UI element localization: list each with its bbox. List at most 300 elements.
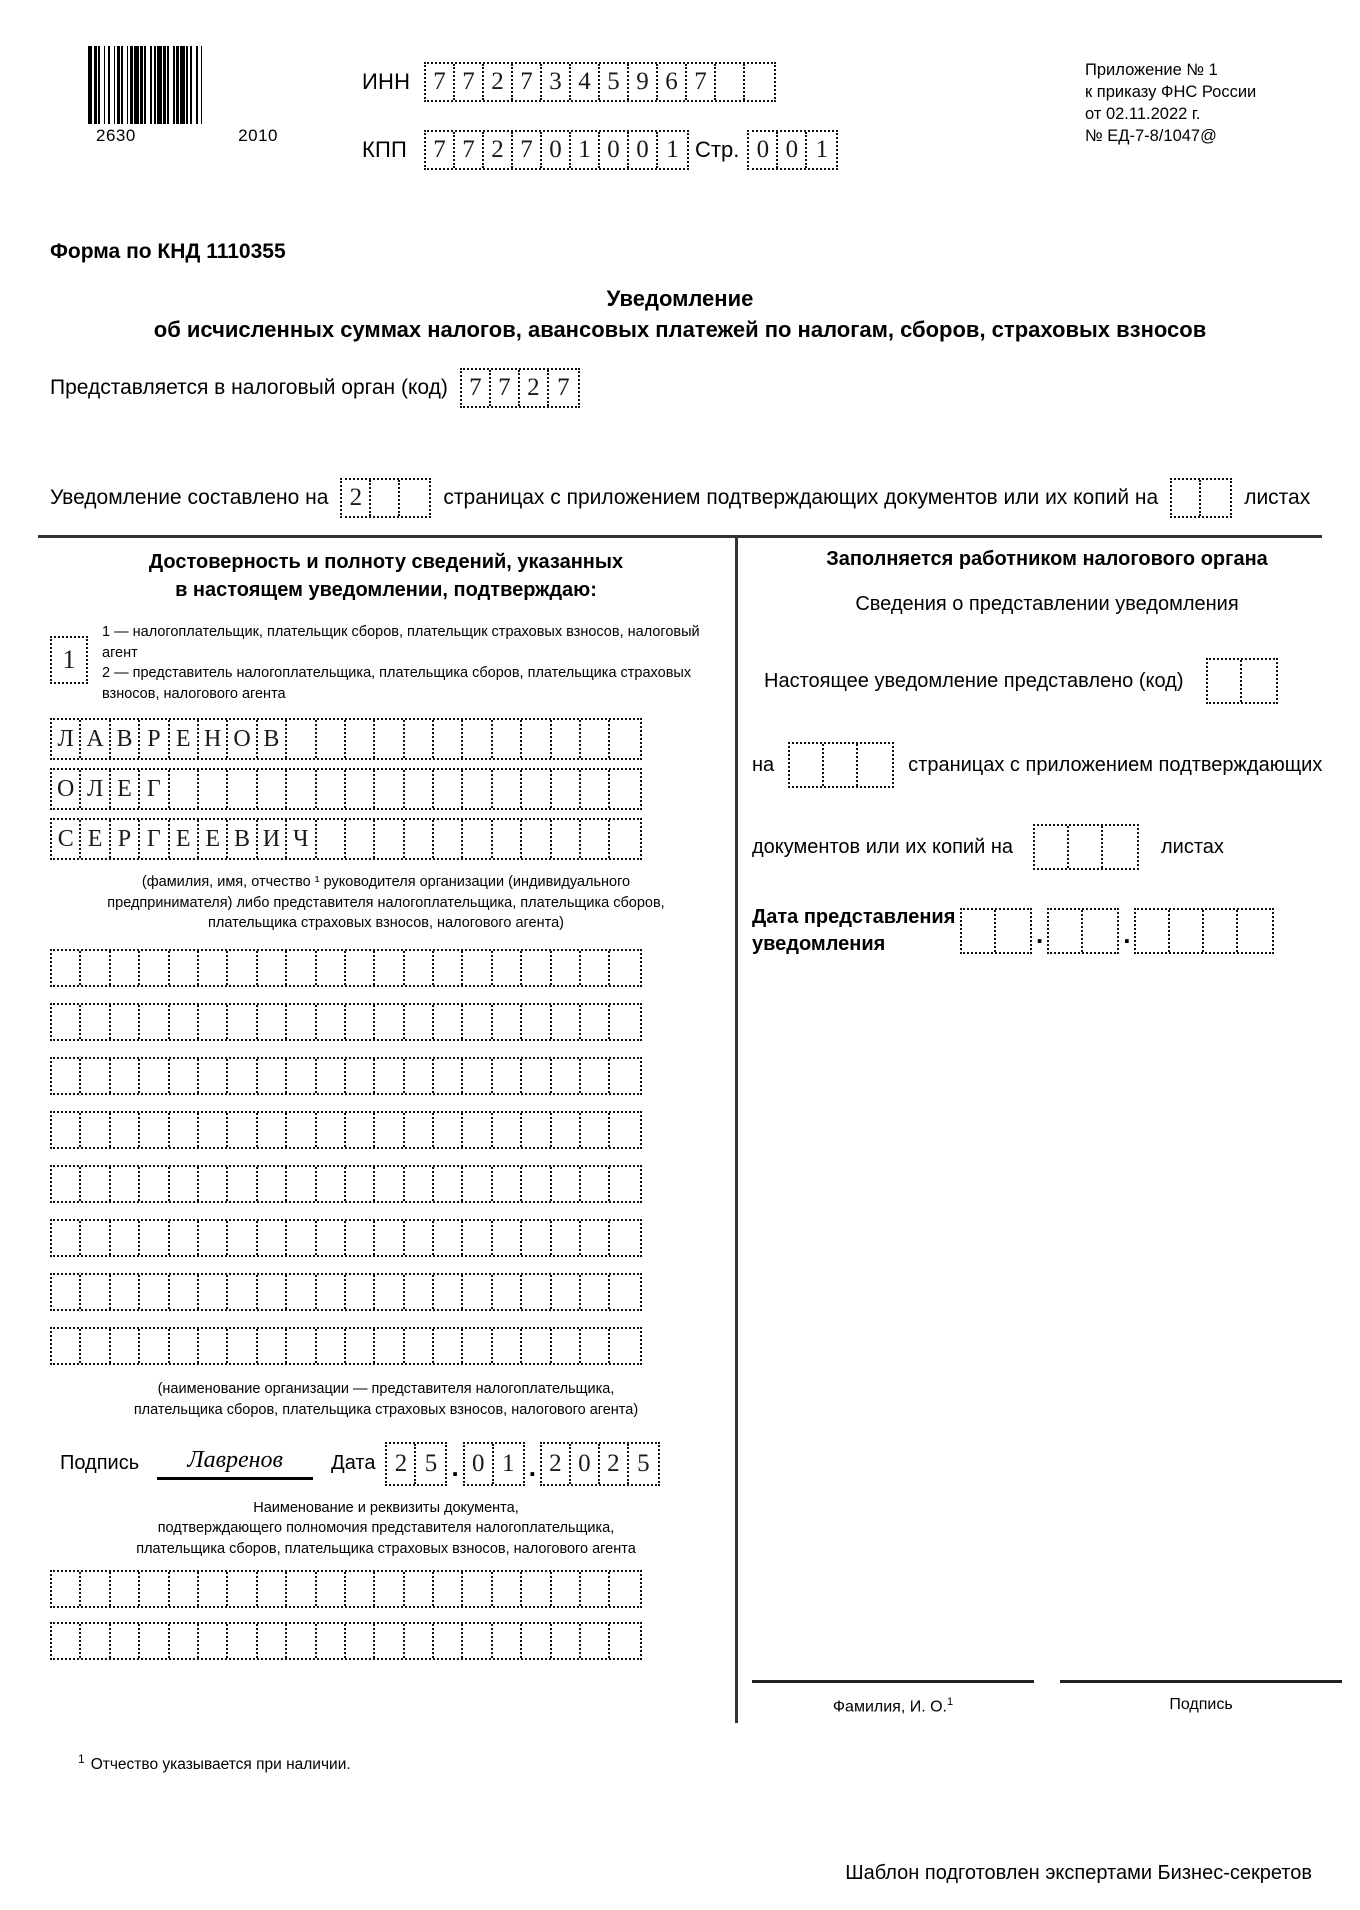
cell[interactable]: [81, 1221, 110, 1255]
cell[interactable]: [170, 1113, 199, 1147]
cell[interactable]: В: [228, 820, 257, 858]
cell[interactable]: [493, 1005, 522, 1039]
cell[interactable]: [405, 720, 434, 758]
cell[interactable]: [522, 1572, 551, 1606]
submission-code-input[interactable]: [1206, 658, 1278, 704]
cell[interactable]: 7: [491, 370, 520, 406]
cell[interactable]: [493, 951, 522, 985]
cell[interactable]: [463, 1572, 492, 1606]
cell[interactable]: [346, 1059, 375, 1093]
cell[interactable]: [81, 1329, 110, 1363]
cell[interactable]: [81, 1572, 110, 1606]
cell[interactable]: [170, 1624, 199, 1658]
cell[interactable]: [199, 1624, 228, 1658]
cell[interactable]: [581, 1113, 610, 1147]
cell[interactable]: [522, 1113, 551, 1147]
cell[interactable]: [522, 1275, 551, 1309]
cell[interactable]: 2: [484, 64, 513, 100]
cell[interactable]: [228, 1329, 257, 1363]
cell[interactable]: [434, 1624, 463, 1658]
cell[interactable]: [317, 1329, 346, 1363]
cell[interactable]: [581, 1005, 610, 1039]
cell[interactable]: [405, 1221, 434, 1255]
cell[interactable]: 7: [426, 132, 455, 168]
cell[interactable]: [140, 1167, 169, 1201]
cell[interactable]: [790, 744, 824, 786]
cell[interactable]: [52, 951, 81, 985]
cell[interactable]: [405, 1059, 434, 1093]
cell[interactable]: [346, 1572, 375, 1606]
declarant-code-input[interactable]: [50, 636, 88, 684]
cell[interactable]: [199, 1275, 228, 1309]
cell[interactable]: [405, 1167, 434, 1201]
cell[interactable]: [170, 770, 199, 808]
cell[interactable]: 3: [542, 64, 571, 100]
signature-date-year-input[interactable]: [540, 1442, 660, 1486]
cell[interactable]: [287, 1624, 316, 1658]
cell[interactable]: [405, 1572, 434, 1606]
cell[interactable]: [111, 1275, 140, 1309]
cell[interactable]: [140, 1005, 169, 1039]
cell[interactable]: [375, 1221, 404, 1255]
cell[interactable]: [493, 820, 522, 858]
cell[interactable]: [111, 1329, 140, 1363]
signature-value[interactable]: Лавренов: [157, 1447, 313, 1480]
officer-pages-input[interactable]: [788, 742, 894, 788]
cell[interactable]: 7: [513, 132, 542, 168]
cell[interactable]: [610, 1113, 639, 1147]
cell[interactable]: [81, 1113, 110, 1147]
cell[interactable]: [228, 1113, 257, 1147]
cell[interactable]: 2: [387, 1444, 416, 1484]
cell[interactable]: [258, 1113, 287, 1147]
cell[interactable]: Г: [140, 820, 169, 858]
cell[interactable]: [199, 1113, 228, 1147]
cell[interactable]: [434, 720, 463, 758]
cell[interactable]: [405, 1005, 434, 1039]
cell[interactable]: [228, 1221, 257, 1255]
cell[interactable]: [1201, 480, 1230, 516]
cell[interactable]: Е: [170, 820, 199, 858]
cell[interactable]: [52, 1329, 81, 1363]
cell[interactable]: [199, 951, 228, 985]
cell[interactable]: [610, 1059, 639, 1093]
cell[interactable]: [317, 951, 346, 985]
cell[interactable]: [1069, 826, 1103, 868]
cell[interactable]: [258, 1059, 287, 1093]
cell[interactable]: [716, 64, 745, 100]
cell[interactable]: [493, 1572, 522, 1606]
cell[interactable]: [140, 1113, 169, 1147]
cell[interactable]: [463, 770, 492, 808]
cell[interactable]: [522, 1059, 551, 1093]
cell[interactable]: 7: [455, 132, 484, 168]
page-number-input[interactable]: [747, 130, 838, 170]
cell[interactable]: [463, 820, 492, 858]
cell[interactable]: [962, 910, 996, 952]
cell[interactable]: [140, 1624, 169, 1658]
cell[interactable]: [111, 1221, 140, 1255]
cell[interactable]: [1242, 660, 1276, 702]
cell[interactable]: [346, 820, 375, 858]
cell[interactable]: [111, 1059, 140, 1093]
cell[interactable]: [228, 770, 257, 808]
signature-date-day-input[interactable]: [385, 1442, 447, 1486]
cell[interactable]: [493, 1167, 522, 1201]
cell[interactable]: [258, 1221, 287, 1255]
cell[interactable]: [81, 1624, 110, 1658]
cell[interactable]: [434, 1221, 463, 1255]
cell[interactable]: [199, 1572, 228, 1606]
cell[interactable]: 7: [687, 64, 716, 100]
cell[interactable]: [405, 820, 434, 858]
cell[interactable]: [228, 1275, 257, 1309]
cell[interactable]: [610, 1221, 639, 1255]
cell[interactable]: [140, 1572, 169, 1606]
cell[interactable]: 2: [484, 132, 513, 168]
cell[interactable]: [199, 1005, 228, 1039]
cell[interactable]: [581, 1275, 610, 1309]
cell[interactable]: [375, 1572, 404, 1606]
cell[interactable]: [552, 1059, 581, 1093]
cell[interactable]: Р: [111, 820, 140, 858]
cell[interactable]: [199, 1221, 228, 1255]
kpp-input[interactable]: [424, 130, 689, 170]
cell[interactable]: [581, 1624, 610, 1658]
cell[interactable]: [493, 720, 522, 758]
cell[interactable]: [1049, 910, 1083, 952]
cell[interactable]: [996, 910, 1030, 952]
cell[interactable]: [493, 1221, 522, 1255]
cell[interactable]: 1: [666, 136, 679, 163]
cell[interactable]: [745, 64, 774, 100]
cell[interactable]: [81, 1059, 110, 1093]
cell[interactable]: [1238, 910, 1272, 952]
cell[interactable]: [405, 1329, 434, 1363]
cell[interactable]: [1136, 910, 1170, 952]
cell[interactable]: Е: [111, 770, 140, 808]
cell[interactable]: [111, 1572, 140, 1606]
cell[interactable]: 6: [658, 64, 687, 100]
cell[interactable]: [258, 1624, 287, 1658]
cell[interactable]: [522, 1624, 551, 1658]
cell[interactable]: [287, 1572, 316, 1606]
cell[interactable]: [434, 820, 463, 858]
cell[interactable]: [493, 1329, 522, 1363]
cell[interactable]: [581, 1059, 610, 1093]
cell[interactable]: Н: [199, 720, 228, 758]
cell[interactable]: [522, 951, 551, 985]
cell[interactable]: [552, 770, 581, 808]
cell[interactable]: [346, 1005, 375, 1039]
cell[interactable]: [1208, 660, 1242, 702]
cell[interactable]: 7: [557, 374, 570, 401]
cell[interactable]: [346, 1329, 375, 1363]
cell[interactable]: [1170, 910, 1204, 952]
cell[interactable]: [1083, 910, 1117, 952]
cell[interactable]: [522, 1167, 551, 1201]
cell[interactable]: [346, 1275, 375, 1309]
cell[interactable]: [610, 1167, 639, 1201]
cell[interactable]: [434, 1572, 463, 1606]
cell[interactable]: И: [258, 820, 287, 858]
cell[interactable]: [463, 1167, 492, 1201]
cell[interactable]: [258, 1005, 287, 1039]
cell[interactable]: [140, 1221, 169, 1255]
cell[interactable]: [375, 1113, 404, 1147]
submission-date-year-input[interactable]: [1134, 908, 1274, 954]
cell[interactable]: [170, 1221, 199, 1255]
cell[interactable]: [140, 1329, 169, 1363]
cell[interactable]: [581, 720, 610, 758]
cell[interactable]: [552, 1572, 581, 1606]
cell[interactable]: [463, 1005, 492, 1039]
cell[interactable]: [52, 1572, 81, 1606]
cell[interactable]: [375, 1005, 404, 1039]
cell[interactable]: 0: [629, 132, 658, 168]
cell[interactable]: [434, 770, 463, 808]
cell[interactable]: [1172, 480, 1201, 516]
cell[interactable]: [463, 1624, 492, 1658]
cell[interactable]: [258, 1167, 287, 1201]
cell[interactable]: [1204, 910, 1238, 952]
cell[interactable]: [111, 1167, 140, 1201]
cell[interactable]: [170, 1005, 199, 1039]
cell[interactable]: [552, 820, 581, 858]
cell[interactable]: [317, 1624, 346, 1658]
cell[interactable]: [287, 1275, 316, 1309]
cell[interactable]: [258, 1329, 287, 1363]
cell[interactable]: 0: [749, 132, 778, 168]
cell[interactable]: [581, 951, 610, 985]
cell[interactable]: [81, 1275, 110, 1309]
cell[interactable]: [111, 1624, 140, 1658]
cell[interactable]: [522, 820, 551, 858]
cell[interactable]: 0: [600, 132, 629, 168]
cell[interactable]: А: [81, 720, 110, 758]
cell[interactable]: Л: [52, 720, 81, 758]
cell[interactable]: [52, 1113, 81, 1147]
cell[interactable]: [375, 820, 404, 858]
cell[interactable]: [581, 1221, 610, 1255]
cell[interactable]: [434, 1005, 463, 1039]
cell[interactable]: Е: [199, 820, 228, 858]
cell[interactable]: [493, 1275, 522, 1309]
cell[interactable]: Е: [81, 820, 110, 858]
cell[interactable]: [610, 1572, 639, 1606]
cell[interactable]: [111, 951, 140, 985]
cell[interactable]: [493, 770, 522, 808]
cell[interactable]: [287, 1167, 316, 1201]
cell[interactable]: [317, 1221, 346, 1255]
submission-date-day-input[interactable]: [960, 908, 1032, 954]
cell[interactable]: [228, 1572, 257, 1606]
cell[interactable]: 9: [629, 64, 658, 100]
cell[interactable]: С: [52, 820, 81, 858]
cell[interactable]: [258, 770, 287, 808]
cell[interactable]: [581, 770, 610, 808]
cell[interactable]: 5: [637, 1449, 650, 1477]
cell[interactable]: [52, 1275, 81, 1309]
cell[interactable]: [317, 1572, 346, 1606]
cell[interactable]: [317, 770, 346, 808]
cell[interactable]: [52, 1167, 81, 1201]
cell[interactable]: [81, 1167, 110, 1201]
attachment-sheets-input[interactable]: [1170, 478, 1232, 518]
cell[interactable]: [434, 1113, 463, 1147]
cell[interactable]: [434, 1329, 463, 1363]
cell[interactable]: [581, 1572, 610, 1606]
cell[interactable]: [170, 1572, 199, 1606]
cell[interactable]: [552, 720, 581, 758]
cell[interactable]: [522, 1005, 551, 1039]
cell[interactable]: Г: [140, 770, 169, 808]
cell[interactable]: [346, 1221, 375, 1255]
cell[interactable]: [199, 1329, 228, 1363]
cell[interactable]: [346, 720, 375, 758]
cell[interactable]: [317, 820, 346, 858]
firstname-input[interactable]: [50, 768, 642, 810]
cell[interactable]: [375, 770, 404, 808]
cell[interactable]: [170, 1329, 199, 1363]
cell[interactable]: [610, 820, 639, 858]
cell[interactable]: Л: [81, 770, 110, 808]
cell[interactable]: [610, 770, 639, 808]
tax-organ-input[interactable]: [460, 368, 580, 408]
cell[interactable]: [463, 1059, 492, 1093]
cell[interactable]: [346, 770, 375, 808]
cell[interactable]: [552, 951, 581, 985]
cell[interactable]: [81, 1005, 110, 1039]
cell[interactable]: [199, 1059, 228, 1093]
cell[interactable]: В: [258, 720, 287, 758]
cell[interactable]: [287, 770, 316, 808]
cell[interactable]: [552, 1221, 581, 1255]
cell[interactable]: [287, 720, 316, 758]
cell[interactable]: 2: [520, 370, 549, 406]
cell[interactable]: 7: [455, 64, 484, 100]
cell[interactable]: [199, 1167, 228, 1201]
cell[interactable]: [258, 1572, 287, 1606]
cell[interactable]: [552, 1624, 581, 1658]
cell[interactable]: [170, 951, 199, 985]
cell[interactable]: Е: [170, 720, 199, 758]
cell[interactable]: [346, 1113, 375, 1147]
cell[interactable]: [610, 720, 639, 758]
cell[interactable]: [463, 1329, 492, 1363]
cell[interactable]: [317, 1059, 346, 1093]
cell[interactable]: [346, 1624, 375, 1658]
cell[interactable]: [317, 1275, 346, 1309]
cell[interactable]: О: [228, 720, 257, 758]
cell[interactable]: [610, 1624, 639, 1658]
cell[interactable]: [581, 1167, 610, 1201]
cell[interactable]: [581, 820, 610, 858]
cell[interactable]: [140, 1275, 169, 1309]
cell[interactable]: Ч: [287, 820, 316, 858]
cell[interactable]: [228, 1624, 257, 1658]
cell[interactable]: [493, 1059, 522, 1093]
cell[interactable]: [317, 1005, 346, 1039]
cell[interactable]: [552, 1113, 581, 1147]
cell[interactable]: 1: [501, 1449, 515, 1477]
cell[interactable]: [228, 1059, 257, 1093]
cell[interactable]: [228, 951, 257, 985]
cell[interactable]: [287, 1005, 316, 1039]
cell[interactable]: [522, 1221, 551, 1255]
cell[interactable]: [287, 1059, 316, 1093]
cell[interactable]: [199, 770, 228, 808]
cell[interactable]: [140, 1059, 169, 1093]
cell[interactable]: [170, 1059, 199, 1093]
cell[interactable]: 5: [600, 64, 629, 100]
cell[interactable]: 4: [571, 64, 600, 100]
cell[interactable]: [405, 1624, 434, 1658]
cell[interactable]: Р: [140, 720, 169, 758]
cell[interactable]: 7: [426, 64, 455, 100]
cell[interactable]: [258, 951, 287, 985]
cell[interactable]: [375, 951, 404, 985]
patronymic-input[interactable]: [50, 818, 642, 860]
cell[interactable]: 2: [542, 1444, 571, 1484]
cell[interactable]: 0: [571, 1444, 600, 1484]
cell[interactable]: [463, 1275, 492, 1309]
cell[interactable]: [375, 1624, 404, 1658]
cell[interactable]: [405, 1113, 434, 1147]
cell[interactable]: 2: [342, 480, 371, 516]
cell[interactable]: [522, 720, 551, 758]
cell[interactable]: 0: [778, 132, 807, 168]
cell[interactable]: [552, 1329, 581, 1363]
cell[interactable]: [375, 720, 404, 758]
cell[interactable]: 7: [462, 370, 491, 406]
cell[interactable]: [317, 720, 346, 758]
cell[interactable]: [317, 1167, 346, 1201]
cell[interactable]: [1103, 826, 1137, 868]
cell[interactable]: [463, 720, 492, 758]
cell[interactable]: [287, 951, 316, 985]
cell[interactable]: [434, 1275, 463, 1309]
inn-input[interactable]: [424, 62, 776, 102]
cell[interactable]: [317, 1113, 346, 1147]
cell[interactable]: 0: [465, 1444, 494, 1484]
cell[interactable]: [170, 1167, 199, 1201]
cell[interactable]: [170, 1275, 199, 1309]
cell[interactable]: [463, 1113, 492, 1147]
cell[interactable]: [111, 1005, 140, 1039]
cell[interactable]: 7: [513, 64, 542, 100]
cell[interactable]: [824, 744, 858, 786]
cell[interactable]: [581, 1329, 610, 1363]
cell[interactable]: 1: [571, 132, 600, 168]
surname-input[interactable]: [50, 718, 642, 760]
cell[interactable]: [371, 480, 400, 516]
cell[interactable]: [52, 1624, 81, 1658]
cell[interactable]: [140, 951, 169, 985]
cell[interactable]: [375, 1059, 404, 1093]
cell[interactable]: В: [111, 720, 140, 758]
cell[interactable]: [111, 1113, 140, 1147]
cell[interactable]: [522, 770, 551, 808]
submission-date-month-input[interactable]: [1047, 908, 1119, 954]
cell[interactable]: [81, 951, 110, 985]
cell[interactable]: [287, 1221, 316, 1255]
cell[interactable]: [552, 1275, 581, 1309]
cell[interactable]: [287, 1113, 316, 1147]
cell[interactable]: [405, 1275, 434, 1309]
cell[interactable]: [463, 1221, 492, 1255]
cell[interactable]: [610, 1275, 639, 1309]
